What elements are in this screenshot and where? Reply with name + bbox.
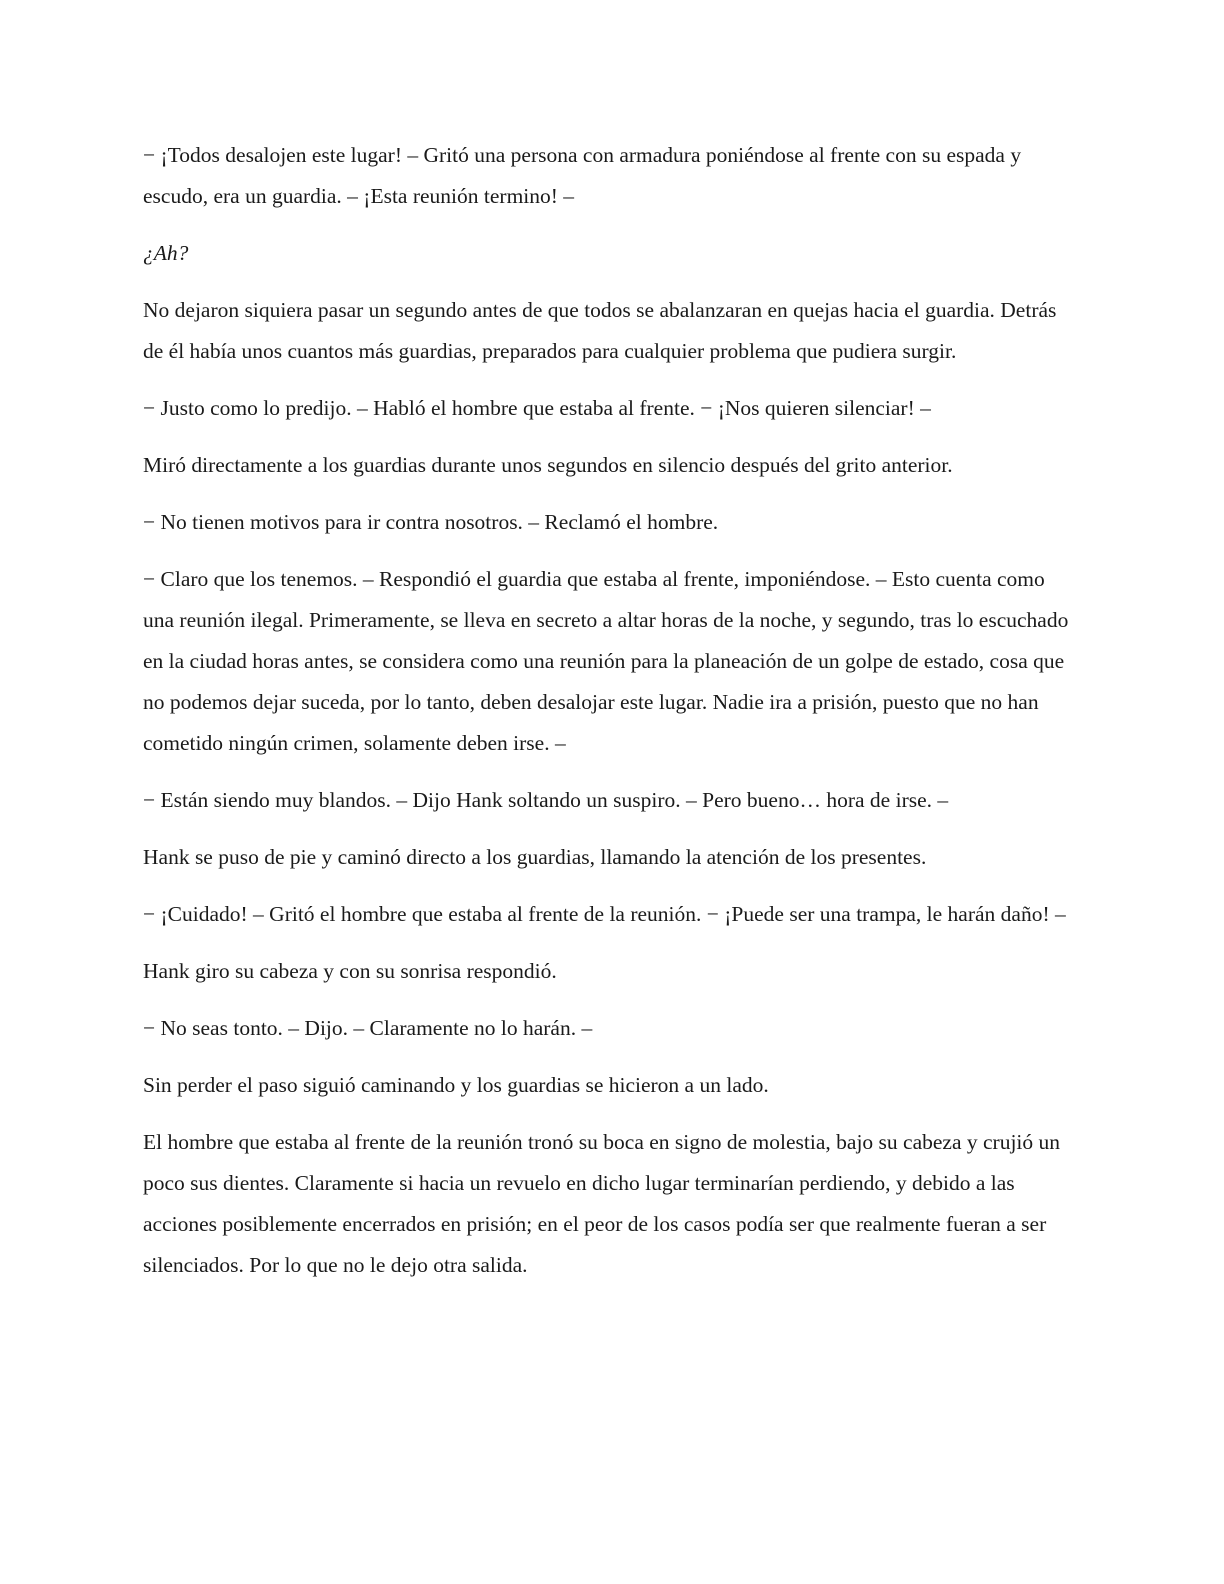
paragraph: − ¡Todos desalojen este lugar! – Gritó una persona con armadura poniéndose al frente con su espada y escudo, era un guardia. – ¡Esta reunión termino! – bbox=[143, 143, 1022, 208]
paragraph-italic-thought: ¿Ah? bbox=[143, 241, 189, 265]
paragraph: Hank giro su cabeza y con su sonrisa respondió. bbox=[143, 959, 557, 983]
paragraph: Sin perder el paso siguió caminando y los guardias se hicieron a un lado. bbox=[143, 1073, 769, 1097]
paragraph: Miró directamente a los guardias durante unos segundos en silencio después del grito anterior. bbox=[143, 453, 953, 477]
document-body bbox=[143, 135, 1073, 1302]
paragraph: − ¡Cuidado! – Gritó el hombre que estaba al frente de la reunión. − ¡Puede ser una trampa, le harán daño! – bbox=[143, 902, 1066, 926]
paragraph: − No seas tonto. – Dijo. – Claramente no lo harán. – bbox=[143, 1016, 593, 1040]
paragraph: El hombre que estaba al frente de la reunión tronó su boca en signo de molestia, bajo su cabeza y crujió un poco sus dientes. Claramente si hacia un revuelo en dicho lugar terminarían perdiendo, y debido a las acciones posiblemente encerrados en prisión; en el peor de los casos podía ser que realmente fueran a ser silenciados. Por lo que no le dejo otra salida. bbox=[143, 1130, 1061, 1277]
paragraph: − No tienen motivos para ir contra nosotros. – Reclamó el hombre. bbox=[143, 510, 719, 534]
paragraph: − Justo como lo predijo. – Habló el hombre que estaba al frente. − ¡Nos quieren silenciar! – bbox=[143, 396, 931, 420]
paragraph: Hank se puso de pie y caminó directo a los guardias, llamando la atención de los presentes. bbox=[143, 845, 927, 869]
paragraph: − Están siendo muy blandos. – Dijo Hank soltando un suspiro. – Pero bueno… hora de irse. – bbox=[143, 788, 949, 812]
paragraph: − Claro que los tenemos. – Respondió el guardia que estaba al frente, imponiéndose. – Esto cuenta como una reunión ilegal. Primeramente, se lleva en secreto a altar horas de la noche, y segundo, tras lo escuchado en la ciudad horas antes, se considera como una reunión para la planeación de un golpe de estado, cosa que no podemos dejar suceda, por lo tanto, deben desalojar este lugar. Nadie ira a prisión, puesto que no han cometido ningún crimen, solamente deben irse. – bbox=[143, 567, 1069, 755]
paragraph: No dejaron siquiera pasar un segundo antes de que todos se abalanzaran en quejas hacia el guardia. Detrás de él había unos cuantos más guardias, preparados para cualquier problema que pudiera surgir. bbox=[143, 298, 1057, 363]
